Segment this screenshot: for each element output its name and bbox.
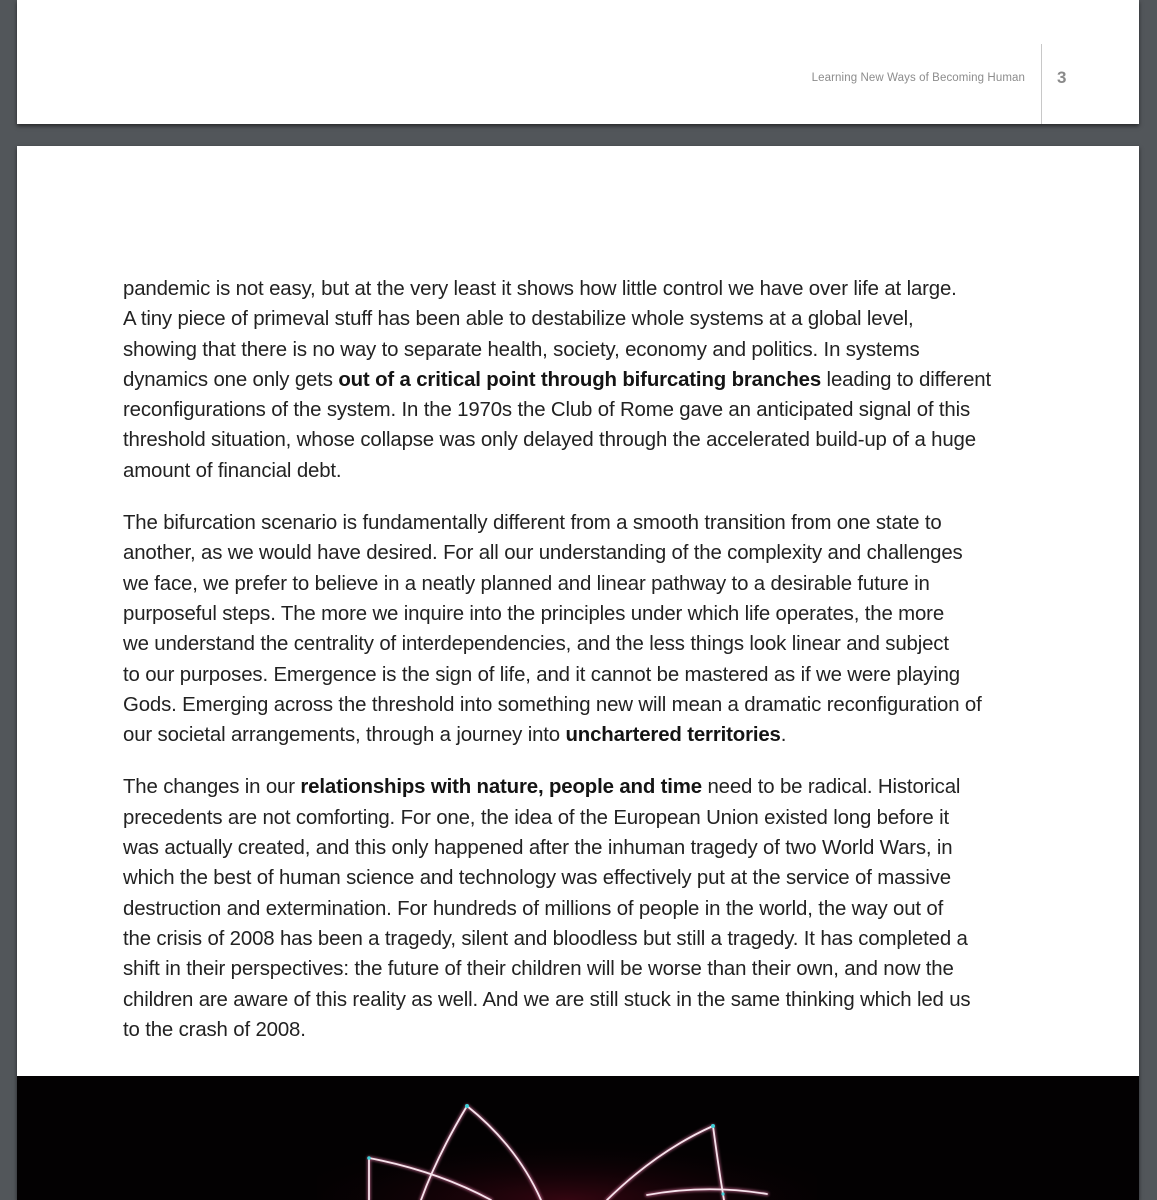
text-run: The bifurcation scenario is fundamentally different from a smooth transition from one state to: [123, 512, 942, 535]
bold-phrase: unchartered territories: [565, 724, 781, 747]
text-run: showing that there is no way to separate health, society, economy and politics. In systems: [123, 338, 920, 361]
text-run: destruction and extermination. For hundreds of millions of people in the world, the way out of: [123, 897, 944, 920]
text-run: leading to different: [821, 368, 991, 391]
body-text: [123, 274, 993, 1067]
text-run: reconfigurations of the system. In the 1970s the Club of Rome gave an anticipated signal of this: [123, 399, 971, 422]
text-run: shift in their perspectives: the future of their children will be worse than their own, and now the: [123, 958, 954, 981]
text-run: our societal arrangements, through a journey into: [123, 724, 566, 747]
glow-background: [317, 1096, 817, 1200]
paragraph: [123, 274, 993, 486]
text-run: A tiny piece of primeval stuff has been able to destabilize whole systems at a global level,: [123, 308, 914, 331]
running-title: Learning New Ways of Becoming Human: [811, 72, 1025, 84]
text-run: we face, we prefer to believe in a neatly planned and linear pathway to a desirable future in: [123, 572, 930, 595]
text-run: the crisis of 2008 has been a tragedy, silent and bloodless but still a tragedy. It has completed a: [123, 927, 968, 950]
text-run: purposeful steps. The more we inquire into the principles under which life operates, the more: [123, 602, 945, 625]
paragraph: [123, 772, 993, 1045]
lotus-line-art: [17, 1076, 1139, 1200]
text-run: threshold situation, whose collapse was only delayed through the accelerated build-up of a huge: [123, 429, 976, 452]
text-run: need to be radical. Historical: [701, 776, 961, 799]
footer-divider: [1041, 44, 1042, 124]
text-run: pandemic is not easy, but at the very least it shows how little control we have over life at large.: [123, 278, 957, 300]
text-run: we understand the centrality of interdependencies, and the less things look linear and subject: [123, 633, 949, 656]
text-run: .: [780, 724, 787, 747]
text-run: to the crash of 2008.: [123, 1018, 306, 1041]
previous-page: [17, 0, 1139, 124]
text-run: was actually created, and this only happened after the inhuman tragedy of two World Wars, in: [123, 837, 953, 860]
text-run: amount of financial debt.: [123, 459, 342, 482]
text-run: The changes in our: [123, 776, 301, 799]
bold-phrase: out of a critical point through bifurcating branches: [338, 368, 822, 391]
neon-lotus-image: [17, 1076, 1139, 1200]
current-page: [17, 146, 1139, 1200]
paragraph: [123, 508, 993, 750]
text-run: precedents are not comforting. For one, the idea of the European Union existed long before it: [123, 806, 949, 829]
text-run: another, as we would have desired. For all our understanding of the complexity and challenges: [123, 542, 963, 565]
text-run: Gods. Emerging across the threshold into something new will mean a dramatic reconfiguration of: [123, 693, 982, 716]
page-number: 3: [1057, 68, 1067, 87]
text-run: children are aware of this reality as well. And we are still stuck in the same thinking which led us: [123, 988, 971, 1011]
bold-phrase: relationships with nature, people and time: [300, 776, 702, 799]
text-run: to our purposes. Emergence is the sign of life, and it cannot be mastered as if we were playing: [123, 663, 960, 686]
text-run: dynamics one only gets: [123, 368, 339, 391]
text-run: which the best of human science and technology was effectively put at the service of massive: [123, 867, 951, 890]
